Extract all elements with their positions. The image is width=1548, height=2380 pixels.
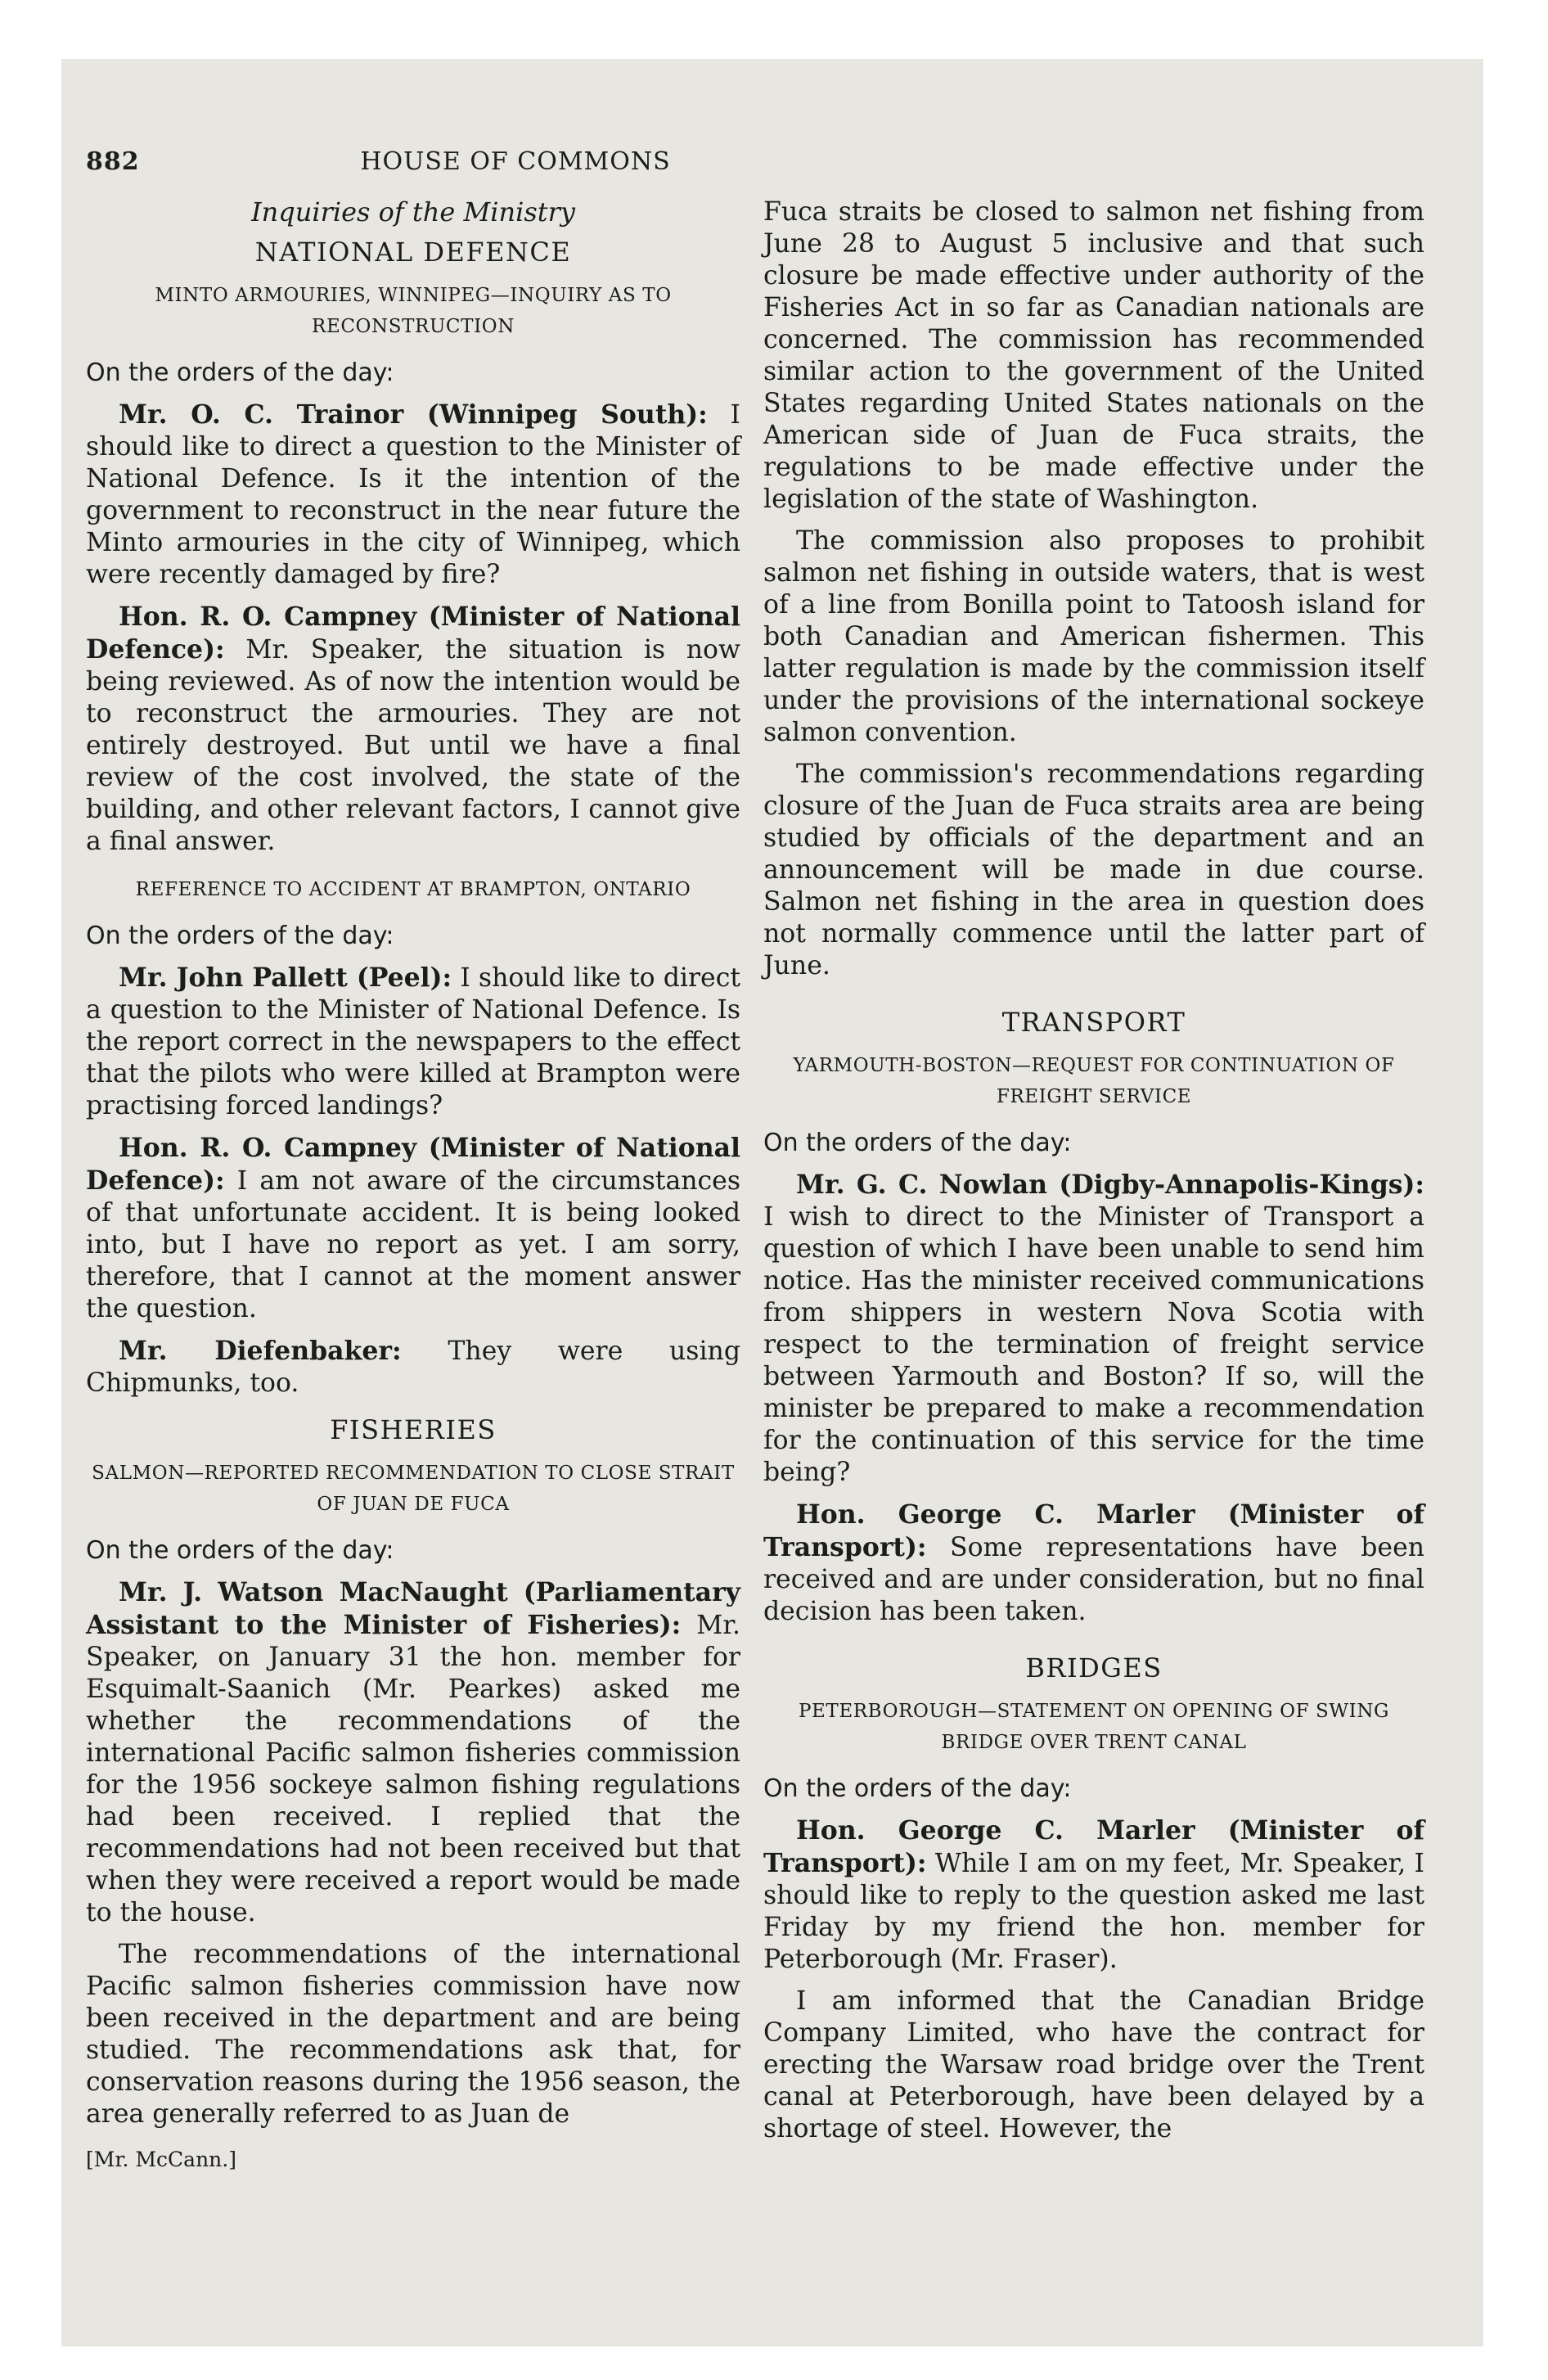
speech-text: Some representations have been received and are under consideration, but no final decision has been taken. [763,1533,1424,1626]
speech-paragraph: The recommendations of the international Pacific salmon fisheries commission have now been received in the department and are being studied. The recommendations ask that, for conservation reasons during the 1956 season, the area generally referred to as Juan de [86,1940,740,2129]
speech-text: While I am on my feet, Mr. Speaker, I should like to reply to the question asked me last Friday by my friend the hon. member for Peterborough (Mr. Fraser). [763,1849,1424,1974]
speech-text: I should like to direct a question to the Minister of National Defence. Is it the intention of the government to reconstruct in the near future the Minto armouries in the city of Winnipeg, which were recently damaged by fire? [86,400,740,589]
speech-paragraph: The commission's recommendations regarding closure of the Juan de Fuca straits area are being studied by officials of the department and an announcement will be made in due course. Salmon net fishing in the area in question does not normally commence until the latter part of June. [763,760,1424,980]
subheading-yarmouth-boston: YARMOUTH-BOSTON—REQUEST FOR CONTINUATION OF FREIGHT SERVICE [793,1055,1395,1107]
kicker: Inquiries of the Ministry [251,196,575,228]
section-heading-transport: TRANSPORT [1001,1007,1186,1038]
speech-text: I am not aware of the circumstances of that unfortunate accident. It is being looked into, but I have no report as yet. I am sorry, therefore, that I cannot at the moment answer the question. [86,1166,740,1323]
section-heading-bridges: BRIDGES [1025,1652,1163,1684]
speaker-name: Mr. G. C. Nowlan (Digby-Annapolis-Kings): [796,1170,1424,1200]
speech-paragraph [86,1576,740,1929]
left-column [86,196,740,2175]
speaker-name: Hon. George C. Marler (Minister of Transport): [763,1815,1424,1878]
page-number: 882 [86,147,140,176]
subheading-brampton-accident: REFERENCE TO ACCIDENT AT BRAMPTON, ONTARIO [135,879,691,900]
speech-text: They were using Chipmunks, too. [86,1336,740,1398]
speech-paragraph [86,962,740,1122]
section-heading-national-defence: NATIONAL DEFENCE [254,237,572,268]
orders-of-the-day: On the orders of the day: [86,922,394,950]
speech-paragraph [763,1814,1424,1976]
speaker-name: Mr. John Pallett (Peel): [119,962,452,993]
speech-paragraph [86,399,740,591]
speech-text: Mr. Speaker, the situation is now being reviewed. As of now the intention would be to reconstruct the armouries. They are not entirely destroyed. But until we have a final review of the cost involved, the state of the building, and other relevant factors, I cannot give a final answer. [86,635,740,856]
speech-paragraph [763,1169,1424,1489]
right-column [763,196,1424,2155]
subheading-minto-armouries: MINTO ARMOURIES, WINNIPEG—INQUIRY AS TO RECONSTRUCTION [155,285,672,337]
running-head [86,147,945,183]
page-footer: [Mr. McCann.] [86,2148,236,2171]
speech-paragraph [763,1499,1424,1628]
subheading-salmon-juan-de-fuca: SALMON—REPORTED RECOMMENDATION TO CLOSE STRAIT OF JUAN DE FUCA [92,1463,735,1515]
speech-text: I wish to direct to the Minister of Transport a question of which I have been unable to send him notice. Has the minister received communications from shippers in western Nova Scotia with respect to the termination of freight service between Yarmouth and Boston? If so, will the minister be prepared to make a recommendation for the continuation of this service for the time being? [763,1202,1424,1487]
speech-paragraph [86,1132,740,1325]
orders-of-the-day: On the orders of the day: [86,358,394,387]
speaker-name: Hon. R. O. Campney (Minister of National Defence): [86,1133,740,1196]
journal-title: HOUSE OF COMMONS [360,147,671,176]
speaker-name: Mr. J. Watson MacNaught (Parliamentary Assistant to the Minister of Fisheries): [86,1577,740,1640]
speech-text: Mr. Speaker, on January 31 the hon. member for Esquimalt-Saanich (Mr. Pearkes) asked me whether the recommendations of the international Pacific salmon fisheries commission for the 1956 sockeye salmon fishing regulations had been received. I replied that the recommendations had not been received but that when they were received a report would be made to the house. [86,1611,740,1927]
speaker-name: Hon. George C. Marler (Minister of Transport): [763,1499,1424,1562]
speech-paragraph: The commission also proposes to prohibit salmon net fishing in outside waters, that is west of a line from Bonilla point to Tatoosh island for both Canadian and American fishermen. This latter regulation is made by the commission itself under the provisions of the international sockeye salmon convention. [763,526,1424,747]
orders-of-the-day: On the orders of the day: [86,1536,394,1565]
speech-paragraph [86,1335,740,1400]
speaker-name: Mr. Diefenbaker: [119,1336,402,1366]
speaker-name: Hon. R. O. Campney (Minister of National Defence): [86,602,740,665]
speaker-name: Mr. O. C. Trainor (Winnipeg South): [119,399,708,430]
subheading-peterborough-bridge: PETERBOROUGH—STATEMENT ON OPENING OF SWING BRIDGE OVER TRENT CANAL [798,1701,1390,1753]
speech-paragraph: I am informed that the Canadian Bridge Company Limited, who have the contract for erecting the Warsaw road bridge over the Trent canal at Peterborough, have been delayed by a shortage of steel. However, the [763,1986,1424,2143]
speech-paragraph [86,601,740,858]
section-heading-fisheries: FISHERIES [330,1414,497,1445]
orders-of-the-day: On the orders of the day: [763,1129,1072,1157]
speech-paragraph: Fuca straits be closed to salmon net fishing from June 28 to August 5 inclusive and that such closure be made effective under authority of the Fisheries Act in so far as Canadian nationals are concerned. The commission has recommended similar action to the government of the United States regarding United States nationals on the American side of Juan de Fuca straits, the regulations to be made effective under the legislation of the state of Washington. [763,197,1424,514]
orders-of-the-day: On the orders of the day: [763,1774,1072,1803]
speech-text: I should like to direct a question to the Minister of National Defence. Is the report correct in the newspapers to the effect that the pilots who were killed at Brampton were practising forced landings? [86,963,740,1120]
